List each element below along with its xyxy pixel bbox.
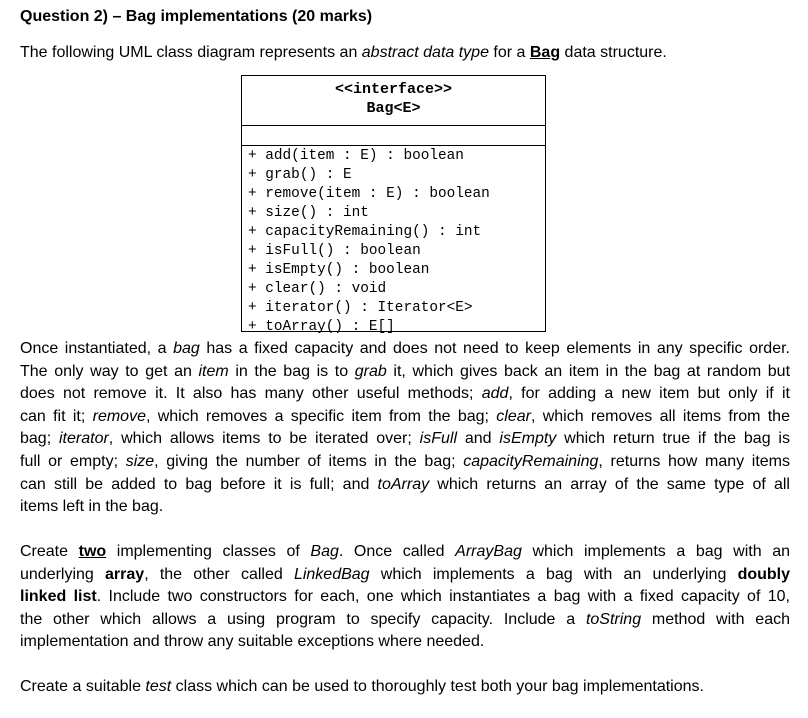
intro-text: The following UML class diagram represents an <box>20 44 362 61</box>
text-run: , which removes all items from the <box>530 407 790 425</box>
paragraph-line: items left in the bag. <box>20 498 164 516</box>
bold-term: array <box>105 565 145 583</box>
uml-attributes-compartment <box>242 126 545 146</box>
text-run: full or empty; <box>20 452 126 470</box>
uml-method: + capacityRemaining() : int <box>248 224 482 240</box>
intro-emphasis: abstract data type <box>361 44 489 61</box>
paragraph-line <box>20 474 790 497</box>
uml-class-diagram <box>241 75 546 335</box>
uml-stereotype: <<interface>> <box>334 81 453 98</box>
paragraph-line <box>20 564 790 587</box>
text-run: , the other called <box>144 565 294 583</box>
text-run: can fit it; <box>20 407 93 425</box>
paragraph-line <box>20 361 790 384</box>
text-run: it, which gives back an item in the bag at random but <box>386 362 791 380</box>
paragraph-line <box>20 541 790 564</box>
paragraph-line <box>20 586 790 609</box>
paragraph-line <box>20 406 790 429</box>
text-run: which return true if the bag is <box>556 430 790 448</box>
text-run: . Once called <box>338 543 456 560</box>
italic-term: toString <box>585 610 642 628</box>
italic-term: item <box>198 362 229 380</box>
paragraph-line <box>20 428 790 451</box>
text-run: , returns how many items <box>598 452 791 470</box>
intro-text: for a <box>488 44 530 61</box>
paragraph-line <box>20 383 790 406</box>
bold-term: linked list <box>20 588 97 606</box>
italic-term: bag <box>173 340 200 357</box>
intro-sentence <box>20 42 667 64</box>
uml-method: + isEmpty() : boolean <box>248 262 430 278</box>
text-run: which returns an array of the same type of all <box>429 475 790 493</box>
text-run: , giving the number of items in the bag; <box>154 452 464 470</box>
text-run: the other which allows a using program to specify capacity. Include a <box>20 610 586 628</box>
italic-term: isEmpty <box>499 430 557 448</box>
paragraph-line: implementation and throw any suitable exceptions where needed. <box>20 633 485 651</box>
paragraph-line <box>20 676 790 699</box>
text-run: implementing classes of <box>106 543 311 560</box>
uml-name-compartment <box>242 76 545 126</box>
uml-method: + size() : int <box>248 205 369 221</box>
text-run: in the bag is to <box>228 362 355 380</box>
text-run: which implements a bag with an underlying <box>369 565 738 583</box>
test-paragraph <box>20 676 790 699</box>
text-run: underlying <box>20 565 106 583</box>
italic-term: clear <box>496 407 531 425</box>
text-run: , which removes a specific item from the bag; <box>145 407 497 425</box>
text-run: method with each <box>641 610 790 628</box>
text-run: and <box>457 430 500 448</box>
italic-term: test <box>145 678 172 695</box>
italic-term: toArray <box>377 475 430 493</box>
text-run: Create a suitable <box>20 678 146 695</box>
italic-term: ArrayBag <box>455 543 522 560</box>
uml-class-name: Bag<E> <box>366 100 421 117</box>
question-heading: Question 2) – Bag implementations (20 marks) <box>20 8 373 25</box>
text-run: class which can be used to thoroughly test both your bag implementations. <box>171 678 704 695</box>
paragraph-line <box>20 609 790 632</box>
text-run: does not remove it. It also has many other useful methods; <box>20 385 482 403</box>
uml-method: + remove(item : E) : boolean <box>248 186 490 202</box>
text-run: . Include two constructors for each, one which instantiates a bag with a fixed capacity of 10, <box>96 588 791 606</box>
text-run: The only way to get an <box>20 362 199 380</box>
uml-methods-compartment <box>242 146 545 337</box>
uml-method: + isFull() : boolean <box>248 243 421 259</box>
italic-term: grab <box>354 362 387 380</box>
intro-text: data structure. <box>560 44 667 61</box>
intro-bag-word: Bag <box>529 44 561 61</box>
task-paragraph <box>20 541 790 654</box>
uml-method: + iterator() : Iterator<E> <box>248 300 473 316</box>
italic-term: size <box>125 452 155 470</box>
text-run: Once instantiated, a <box>20 340 174 357</box>
uml-method: + toArray() : E[] <box>248 319 395 335</box>
uml-method: + clear() : void <box>248 281 387 297</box>
italic-term: capacityRemaining <box>463 452 599 470</box>
text-run: has a fixed capacity and does not need to keep elements in any specific order. <box>199 340 790 357</box>
text-run: bag; <box>20 430 59 448</box>
emphasis-two: two <box>78 543 107 560</box>
text-run: can still be added to bag before it is full; and <box>20 475 378 493</box>
paragraph-line <box>20 338 790 361</box>
text-run: , which allows items to be iterated over; <box>108 430 420 448</box>
italic-term: LinkedBag <box>293 565 370 583</box>
italic-term: add <box>481 385 509 403</box>
italic-term: remove <box>92 407 146 425</box>
uml-method: + grab() : E <box>248 167 352 183</box>
italic-term: iterator <box>59 430 109 448</box>
italic-term: isFull <box>419 430 458 448</box>
bold-term: doubly <box>737 565 790 583</box>
text-run: , for adding a new item but only if it <box>508 385 790 403</box>
text-run: Create <box>20 543 79 560</box>
paragraph-line <box>20 451 790 474</box>
description-paragraph <box>20 338 790 519</box>
uml-method: + add(item : E) : boolean <box>248 148 464 164</box>
italic-term: Bag <box>310 543 339 560</box>
text-run: which implements a bag with an <box>521 543 791 560</box>
